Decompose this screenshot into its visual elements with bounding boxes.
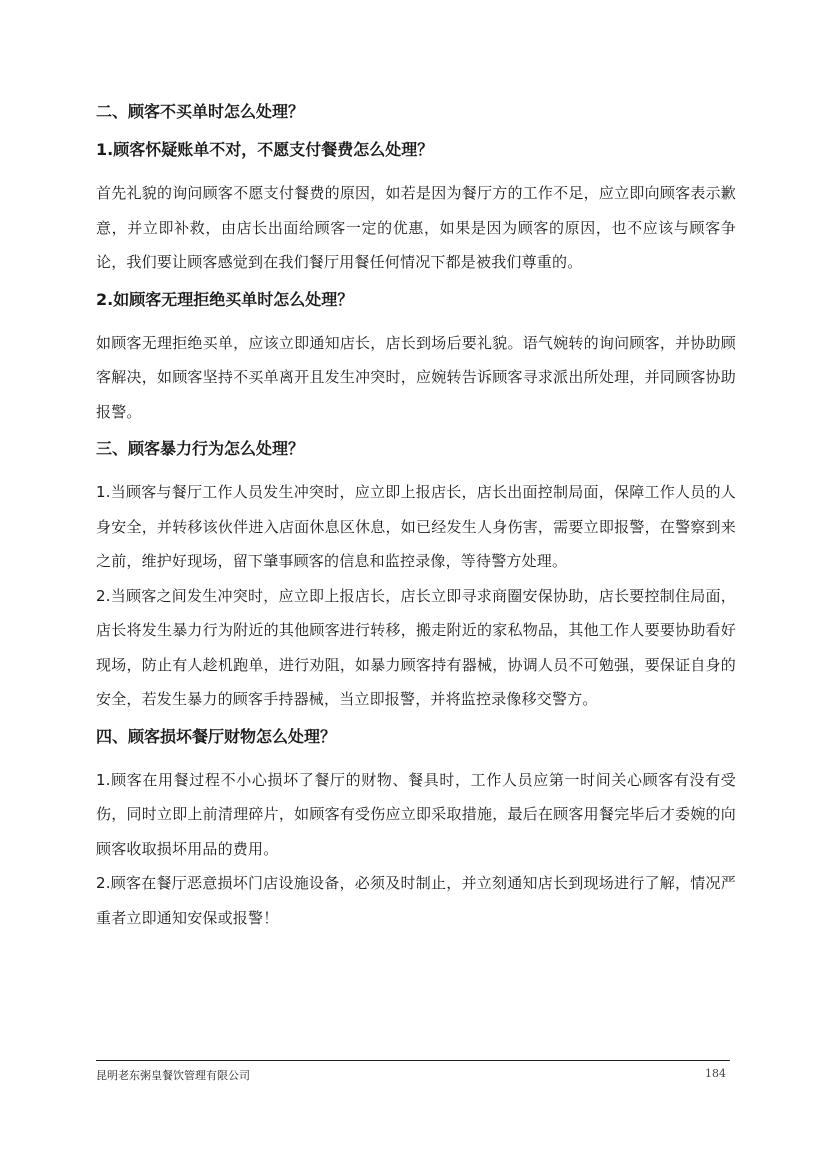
page-footer — [96, 1060, 730, 1082]
page-content — [96, 100, 736, 943]
paragraph-4-1: 1.顾客在用餐过程不小心损坏了餐厅的财物、餐具时，工作人员应第一时间关心顾客有没有受伤，同时立即上前清理碎片，如顾客有受伤应立即采取措施，最后在顾客用餐完毕后才委婉的向顾客收取损坏用品的费用。 — [96, 770, 736, 858]
paragraph-2-1: 首先礼貌的询问顾客不愿支付餐费的原因，如若是因为餐厅方的工作不足，应立即向顾客表示歉意，并立即补救，由店长出面给顾客一定的优惠，如果是因为顾客的原因，也不应该与顾客争论，我们要让顾客感觉到在我们餐厅用餐任何情况下都是被我们尊重的。 — [96, 184, 736, 271]
paragraph-4-2: 2.顾客在餐厅恶意损坏门店设施设备，必须及时制止，并立刻通知店长到现场进行了解，情况严重者立即通知安保或报警！ — [96, 874, 736, 927]
footer-page-number: 184 — [705, 1067, 726, 1080]
section-heading-3: 三、顾客暴力行为怎么处理？ — [96, 439, 305, 458]
question-heading-2-1: 1.顾客怀疑账单不对，不愿支付餐费怎么处理？ — [96, 140, 434, 159]
paragraph-2-2: 如顾客无理拒绝买单，应该立即通知店长，店长到场后要礼貌。语气婉转的询问顾客，并协助顾客解决，如顾客坚持不买单离开且发生冲突时，应婉转告诉顾客寻求派出所处理，并同顾客协助报警。 — [96, 333, 736, 421]
section-heading-4: 四、顾客损坏餐厅财物怎么处理？ — [96, 726, 337, 746]
footer-company-name: 昆明老东粥皇餐饮管理有限公司 — [96, 1069, 250, 1082]
question-heading-2-2: 2.如顾客无理拒绝买单时怎么处理？ — [96, 289, 354, 309]
section-heading-2: 二、顾客不买单时怎么处理？ — [96, 102, 305, 121]
paragraph-3-1: 1.当顾客与餐厅工作人员发生冲突时，应立即上报店长，店长出面控制局面，保障工作人员的人身安全，并转移该伙伴进入店面休息区休息，如已经发生人身伤害，需要立即报警，在警察到来之前，维护好现场，留下肇事顾客的信息和监控录像，等待警方处理。 — [96, 483, 736, 570]
paragraph-3-2: 2.当顾客之间发生冲突时，应立即上报店长，店长立即寻求商圈安保协助，店长要控制住局面，店长将发生暴力行为附近的其他顾客进行转移，搬走附近的家私物品，其他工作人要要协助看好现场，防止有人趁机跑单，进行劝阻，如暴力顾客持有器械，协调人员不可勉强，要保证自身的安全，若发生暴力的顾客手持器械，当立即报警，并将监控录像移交警方。 — [96, 586, 736, 708]
